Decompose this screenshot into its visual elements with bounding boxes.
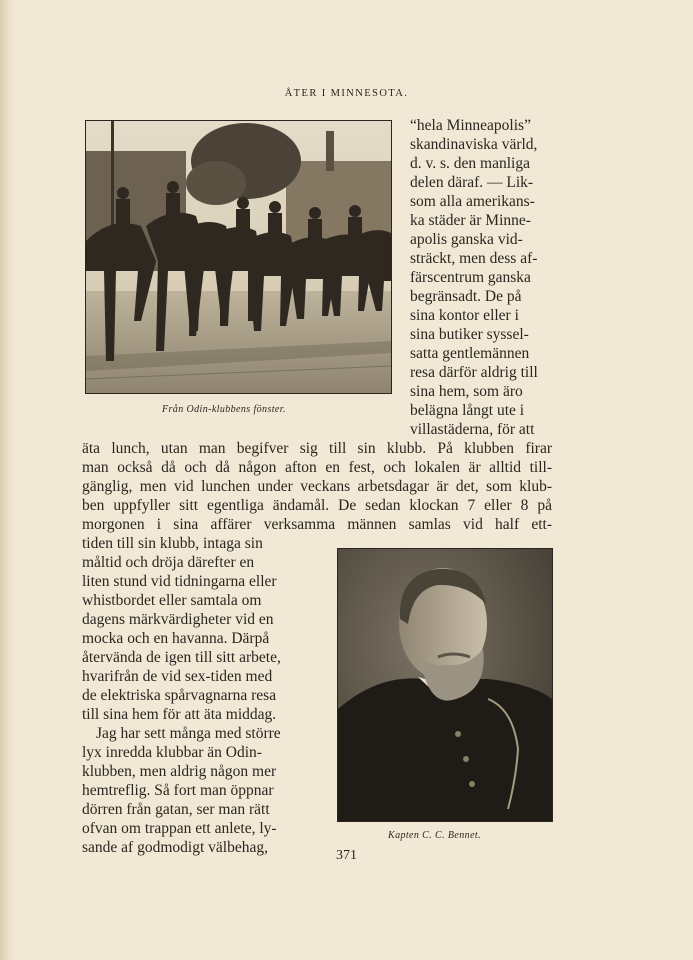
text-line: begränsadt. De på	[410, 288, 522, 305]
text-line: återvända de igen till sitt arbete,	[82, 649, 281, 666]
text-line: Jag har sett många med större	[96, 725, 281, 742]
top-photo-caption: Från Odin-klubbens fönster.	[162, 404, 286, 415]
running-header: ÅTER I MINNESOTA.	[284, 88, 409, 99]
text-line: delen däraf. — Lik-	[410, 174, 534, 191]
text-line: till sina hem för att äta middag.	[82, 706, 277, 723]
text-line: “hela Minneapolis”	[410, 117, 531, 134]
text-line: tiden till sin klubb, intaga sin	[82, 535, 263, 552]
text-line: belägna långt ute i	[410, 402, 525, 419]
text-line: lyx inredda klubbar än Odin-	[82, 744, 262, 761]
text-line: sande af godmodigt välbehag,	[82, 839, 268, 856]
text-line: sträckt, men dess af-	[410, 250, 538, 267]
text-line: ofvan om trappan ett anlete, ly-	[82, 820, 277, 837]
text-line: villastäderna, för att	[410, 421, 535, 438]
text-line: dagens märkvärdigheter vid en	[82, 611, 274, 628]
street-parade-photo	[85, 120, 392, 394]
text-line: whistbordet eller samtala om	[82, 592, 262, 609]
text-line: dörren från gatan, ser man rätt	[82, 801, 270, 818]
text-line: sina kontor eller i	[410, 307, 519, 324]
text-line: färscentrum ganska	[410, 269, 531, 286]
text-line: ben uppfyller sitt egentliga ändamål. De sedan klockan 7 eller 8 på	[82, 497, 552, 514]
text-line: de elektriska spårvagnarna resa	[82, 687, 277, 704]
text-line: hemtreflig. Så fort man öppnar	[82, 782, 274, 799]
page-spine-shadow	[0, 0, 14, 960]
portrait-photo	[337, 548, 553, 822]
text-line: gänglig, men vid lunchen under veckans arbetsdagar är det, som klub-	[82, 478, 552, 495]
text-line: måltid och dröja därefter en	[82, 554, 255, 571]
text-line: mocka och en havanna. Därpå	[82, 630, 270, 647]
text-line: morgonen i sina affärer verksamma männen samlas vid half ett-	[82, 516, 552, 533]
text-line: skandinaviska värld,	[410, 136, 538, 153]
text-line: satta gentlemännen	[410, 345, 530, 362]
text-line: sina butiker syssel-	[410, 326, 529, 343]
text-line: äta lunch, utan man begifver sig till sin klubb. På klubben firar	[82, 440, 552, 457]
text-line: resa därför aldrig till	[410, 364, 538, 381]
text-line: hvarifrån de vid sex-tiden med	[82, 668, 273, 685]
text-line: liten stund vid tidningarna eller	[82, 573, 277, 590]
page-number: 371	[336, 848, 357, 863]
portrait-caption: Kapten C. C. Bennet.	[388, 830, 481, 841]
text-line: som alla amerikans-	[410, 193, 535, 210]
text-line: man också då och då någon afton en fest, och lokalen är alltid till-	[82, 459, 552, 476]
text-line: apolis ganska vid-	[410, 231, 523, 248]
text-line: ka städer är Minne-	[410, 212, 531, 229]
text-line: klubben, men aldrig någon mer	[82, 763, 277, 780]
text-line: d. v. s. den manliga	[410, 155, 530, 172]
text-line: sina hem, som äro	[410, 383, 523, 400]
